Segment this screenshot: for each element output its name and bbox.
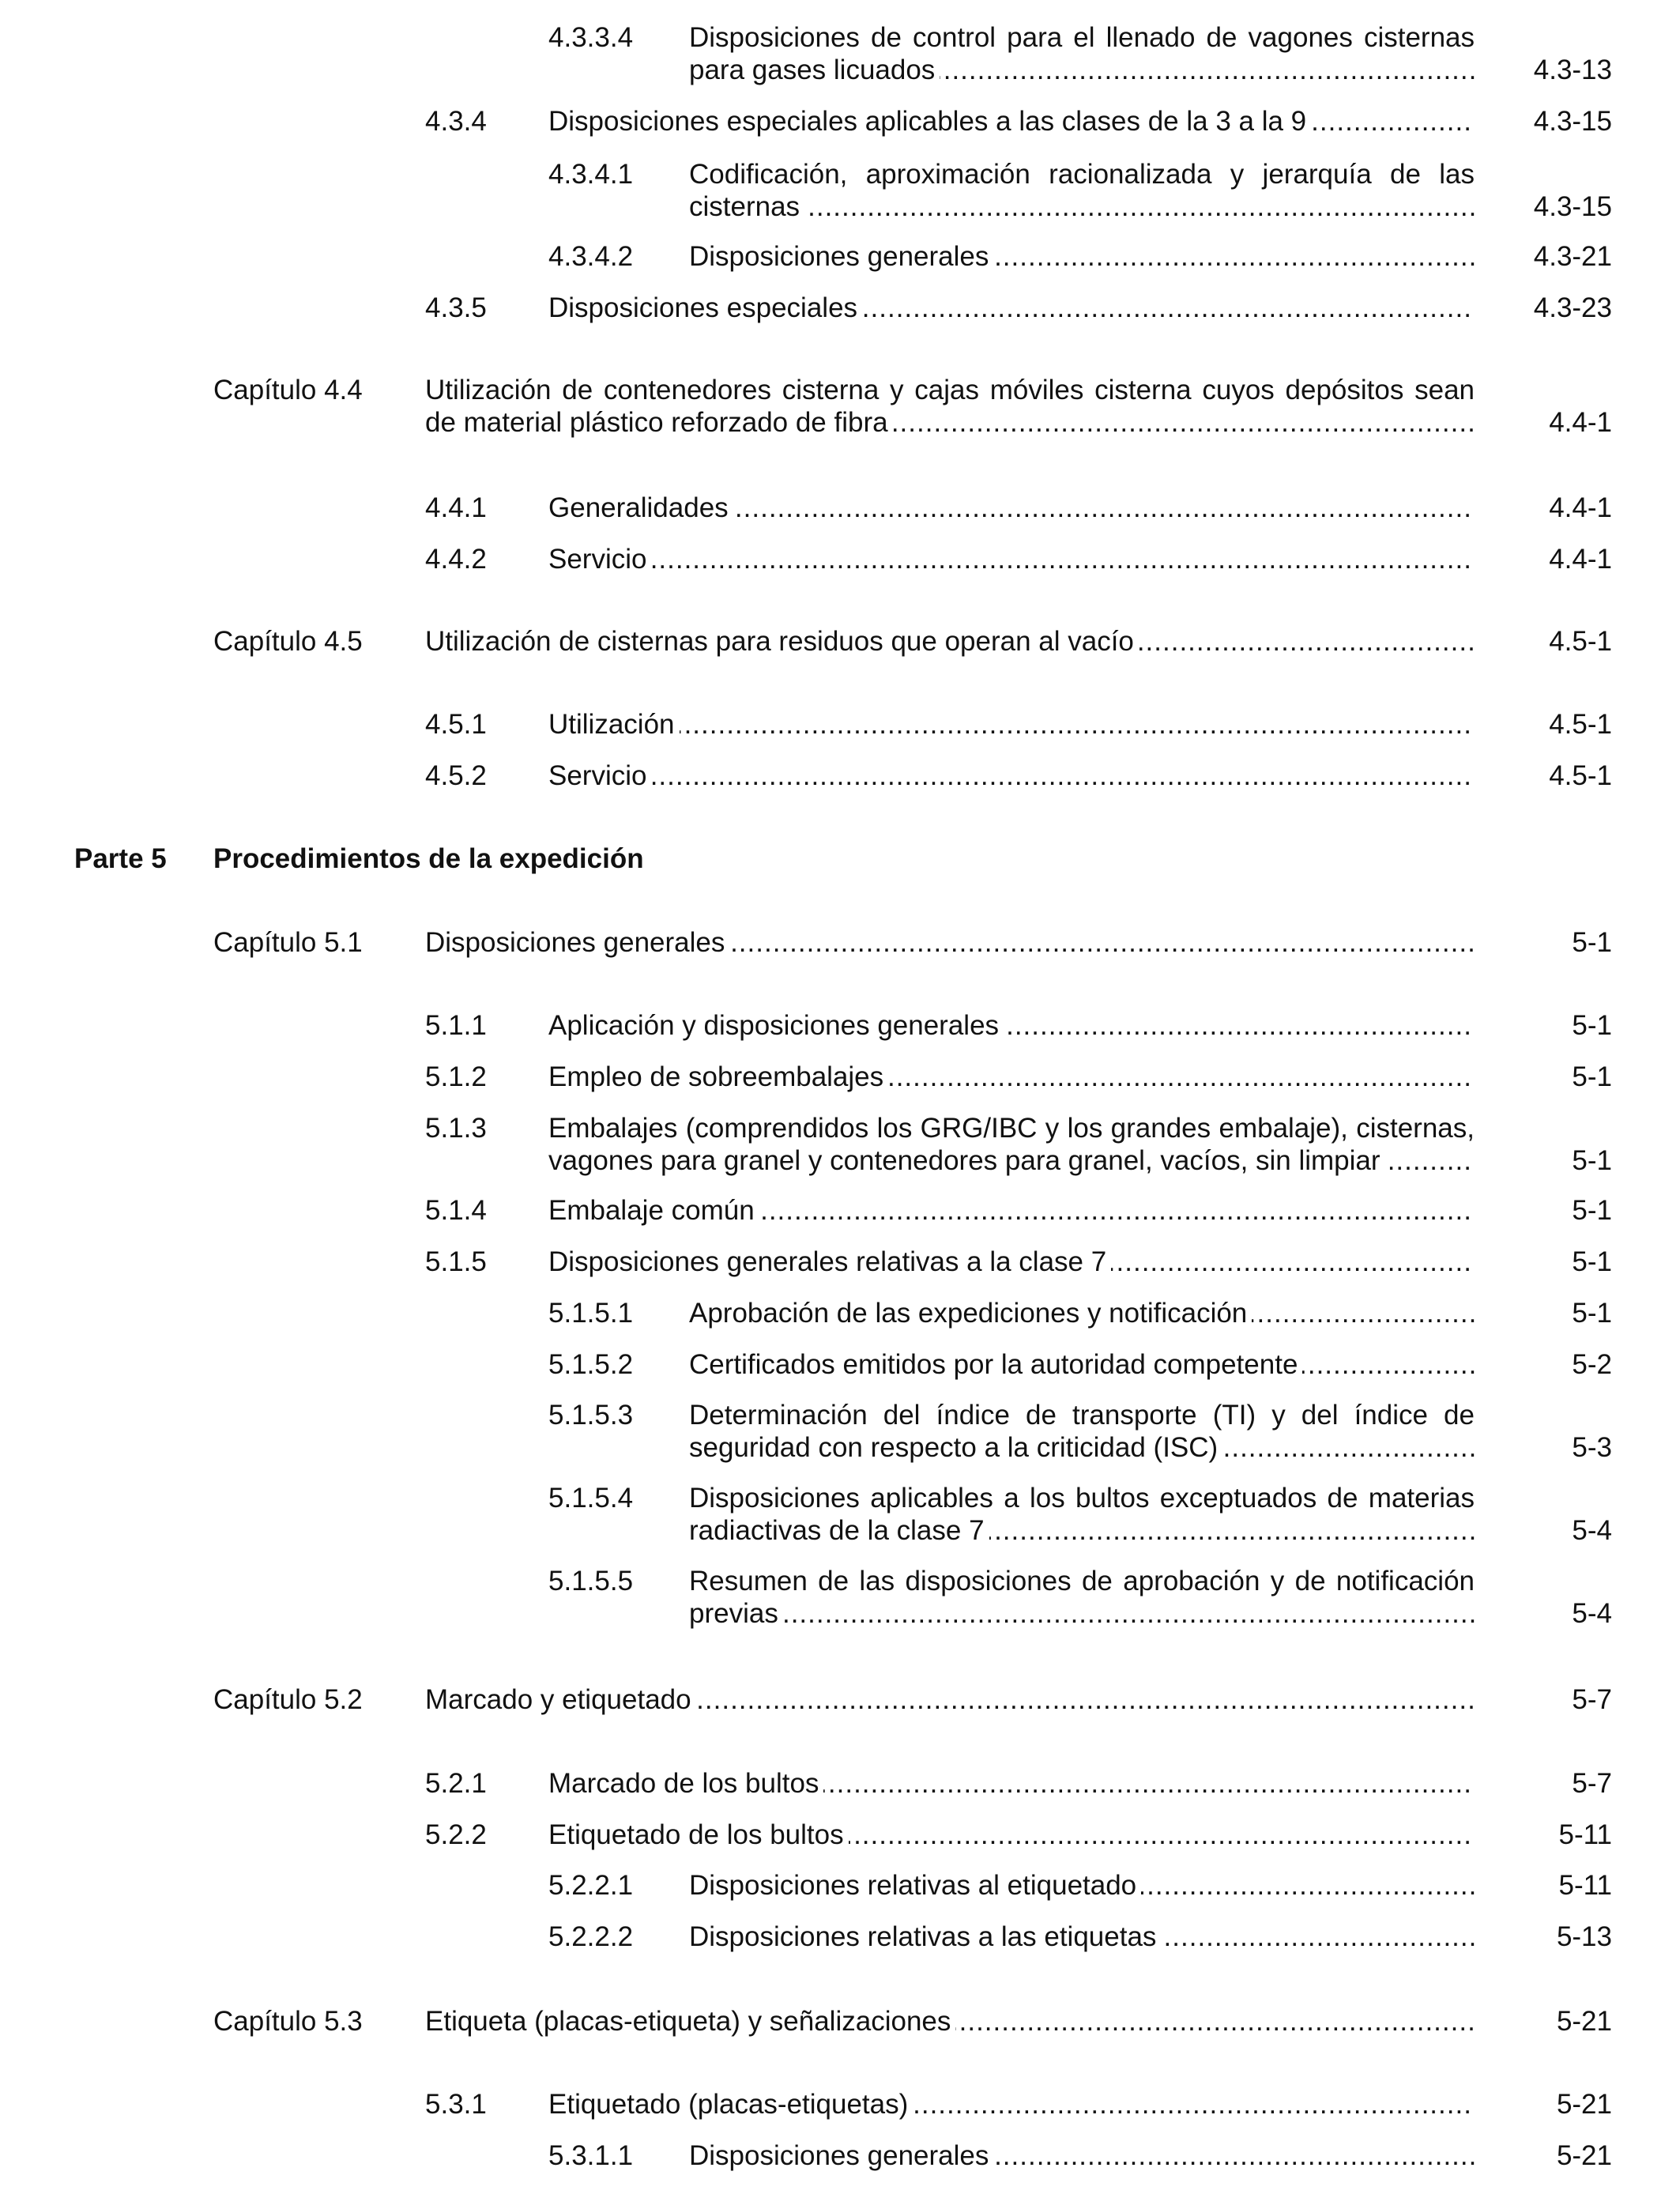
- toc-entry-number: Parte 5: [74, 843, 167, 874]
- toc-entry-number: 5.3.1: [425, 2089, 487, 2120]
- toc-entry-page-number: 5-11: [1558, 1870, 1612, 1901]
- toc-entry-number: 4.3.4.1: [548, 159, 634, 190]
- toc-entry-page-number: 4.3-15: [1533, 106, 1612, 137]
- toc-entry-title-text: Aplicación y disposiciones generales: [548, 1010, 1004, 1041]
- toc-entry-number: 5.1.5: [425, 1246, 487, 1277]
- toc-entry-title: [548, 1819, 1475, 1851]
- toc-entry-title-text: Utilización: [548, 709, 680, 740]
- toc-entry-title: [689, 2139, 1475, 2172]
- toc-entry-title-line: [689, 1348, 1475, 1381]
- toc-entry-title: [425, 625, 1475, 658]
- toc-entry-number: 4.5.1: [425, 709, 487, 740]
- toc-entry-title-line: [425, 926, 1475, 959]
- toc-entry-title-line: [548, 1819, 1475, 1851]
- toc-entry-title: [548, 708, 1475, 741]
- toc-entry-page-number: 4.3-21: [1533, 241, 1612, 272]
- toc-entry-title: [689, 1399, 1475, 1464]
- toc-entry-title: [425, 374, 1475, 439]
- toc-entry-title: [425, 1683, 1475, 1716]
- toc-entry-title-text: Servicio: [548, 544, 651, 575]
- toc-entry-title-line: [548, 292, 1475, 324]
- toc-entry-page-number: 4.3-13: [1533, 55, 1612, 85]
- toc-entry-page-number: 5-1: [1572, 1298, 1612, 1329]
- toc-entry-title-line: [548, 543, 1475, 575]
- toc-entry-title-line: Utilización de contenedores cisterna y cajas móviles cisterna cuyos depósitos sean: [425, 375, 1475, 405]
- toc-entry-number: 5.1.4: [425, 1195, 487, 1226]
- toc-entry-title-line: [548, 1194, 1475, 1227]
- toc-entry-title: [548, 1246, 1475, 1278]
- toc-entry-title-text: para gases licuados: [689, 55, 940, 85]
- toc-entry-page-number: 5-3: [1572, 1432, 1612, 1463]
- toc-entry-title-text: Servicio: [548, 760, 651, 791]
- toc-entry-number: 5.2.2: [425, 1819, 487, 1850]
- toc-entry-title: [689, 240, 1475, 273]
- toc-entry-title-line: [689, 1297, 1475, 1329]
- toc-entry-number: 4.3.5: [425, 292, 487, 323]
- toc-entry-number: 5.1.5.2: [548, 1349, 634, 1380]
- toc-entry-title-line: [689, 1514, 1475, 1547]
- toc-entry-title-text: Disposiciones generales relativas a la clase 7: [548, 1246, 1111, 1277]
- toc-entry-title-line: [548, 1767, 1475, 1800]
- toc-entry-page-number: 5-1: [1572, 1061, 1612, 1092]
- toc-entry-title: [689, 1482, 1475, 1547]
- toc-entry-title-line: [548, 492, 1475, 524]
- toc-entry-title: [425, 926, 1475, 959]
- toc-entry-title-line: [689, 1869, 1475, 1902]
- toc-entry-number: 4.4.1: [425, 492, 487, 523]
- toc-entry-number: 4.5.2: [425, 760, 487, 791]
- toc-entry-page-number: 5-11: [1558, 1819, 1612, 1850]
- toc-entry-title-line: [548, 2088, 1475, 2120]
- toc-entry-title: [548, 292, 1475, 324]
- toc-entry-title-text: cisternas: [689, 191, 804, 222]
- toc-entry-number: 5.1.3: [425, 1113, 487, 1144]
- toc-entry-title-line: [548, 1246, 1475, 1278]
- toc-entry-page-number: 5-7: [1572, 1768, 1612, 1799]
- toc-entry-page-number: 4.4-1: [1549, 544, 1612, 575]
- toc-entry-title-line: [689, 1921, 1475, 1953]
- toc-entry-title-text: de material plástico reforzado de fibra: [425, 407, 893, 438]
- toc-entry-title-line: Procedimientos de la expedición: [213, 843, 644, 874]
- toc-entry-title: [689, 1348, 1475, 1381]
- toc-entry-number: 5.2.1: [425, 1768, 487, 1799]
- toc-entry-number: 4.3.4: [425, 106, 487, 137]
- toc-entry-title-line: [548, 1144, 1475, 1177]
- toc-entry-number: 5.1.5.4: [548, 1483, 634, 1514]
- toc-entry-title-text: Embalaje común: [548, 1195, 759, 1226]
- toc-entry-number: 4.3.3.4: [548, 22, 634, 53]
- toc-entry-title-line: Disposiciones aplicables a los bultos exceptuados de materias: [689, 1483, 1475, 1514]
- toc-entry-number: Capítulo 5.3: [213, 2006, 363, 2037]
- toc-entry-page-number: 5-1: [1572, 927, 1612, 958]
- toc-entry-number: 5.2.2.1: [548, 1870, 634, 1901]
- toc-entry-title: [689, 1297, 1475, 1329]
- toc-entry-title: [548, 1194, 1475, 1227]
- toc-entry-title: [548, 543, 1475, 575]
- toc-entry-number: Capítulo 5.1: [213, 927, 363, 958]
- toc-entry-page-number: 4.3-15: [1533, 191, 1612, 222]
- toc-entry-page-number: 4.5-1: [1549, 709, 1612, 740]
- toc-entry-number: Capítulo 5.2: [213, 1684, 363, 1715]
- toc-entry-page-number: 4.3-23: [1533, 292, 1612, 323]
- toc-entry-title-line: [425, 2005, 1475, 2038]
- toc-entry-page-number: 5-1: [1572, 1145, 1612, 1176]
- toc-entry-number: 5.1.2: [425, 1061, 487, 1092]
- toc-entry-title-text: Marcado y etiquetado: [425, 1684, 696, 1715]
- toc-entry-page-number: 5-21: [1556, 2140, 1612, 2171]
- toc-entry-title: [548, 105, 1475, 138]
- toc-entry-title: [689, 1869, 1475, 1902]
- toc-entry-page-number: 5-1: [1572, 1246, 1612, 1277]
- toc-entry-title: [548, 2088, 1475, 2120]
- toc-entry-title: [548, 1767, 1475, 1800]
- toc-entry-page-number: 4.4-1: [1549, 492, 1612, 523]
- toc-entry-title-text: Disposiciones especiales aplicables a las clases de la 3 a la 9: [548, 106, 1311, 137]
- toc-entry-title-text: Certificados emitidos por la autoridad competente: [689, 1349, 1302, 1380]
- toc-entry-title-text: Utilización de cisternas para residuos que operan al vacío: [425, 626, 1139, 657]
- toc-entry-number: 4.4.2: [425, 544, 487, 575]
- toc-entry-title-text: Etiqueta (placas-etiqueta) y señalizaciones: [425, 2006, 955, 2037]
- toc-entry-title: [548, 1061, 1475, 1093]
- toc-entry-number: Capítulo 4.5: [213, 626, 363, 657]
- toc-entry-title-line: Disposiciones de control para el llenado de vagones cisternas: [689, 22, 1475, 53]
- toc-entry-page-number: 5-13: [1556, 1921, 1612, 1952]
- toc-entry-title-text: previas: [689, 1598, 783, 1629]
- toc-entry-title-line: [548, 1061, 1475, 1093]
- toc-entry-title: [548, 1009, 1475, 1042]
- toc-entry-number: Capítulo 4.4: [213, 375, 363, 405]
- toc-entry-title-line: [425, 406, 1475, 439]
- toc-entry-number: 5.1.5.1: [548, 1298, 634, 1329]
- toc-entry-title: [689, 158, 1475, 223]
- toc-entry-title-text: Disposiciones relativas al etiquetado: [689, 1870, 1141, 1901]
- toc-entry-page-number: 5-1: [1572, 1010, 1612, 1041]
- toc-entry-title: [548, 492, 1475, 524]
- toc-entry-title-text: Aprobación de las expediciones y notificación: [689, 1298, 1252, 1329]
- toc-entry-page-number: 5-21: [1556, 2089, 1612, 2120]
- toc-entry-page-number: 4.5-1: [1549, 626, 1612, 657]
- toc-entry-title-text: seguridad con respecto a la criticidad (ISC): [689, 1432, 1222, 1463]
- toc-entry-title-line: [689, 240, 1475, 273]
- toc-entry-number: 4.3.4.2: [548, 241, 634, 272]
- toc-entry-title-text: Disposiciones relativas a las etiquetas: [689, 1921, 1161, 1952]
- toc-entry-title: [689, 1565, 1475, 1630]
- toc-entry-title-line: [689, 1431, 1475, 1464]
- toc-entry-title: [213, 843, 1475, 875]
- toc-entry-title: [689, 21, 1475, 86]
- toc-entry-title-line: Resumen de las disposiciones de aprobación y de notificación: [689, 1566, 1475, 1596]
- toc-entry-page-number: 5-7: [1572, 1684, 1612, 1715]
- toc-entry-title-line: Determinación del índice de transporte (TI) y del índice de: [689, 1400, 1475, 1431]
- toc-entry-page-number: 5-21: [1556, 2006, 1612, 2037]
- toc-entry-title-line: [689, 190, 1475, 223]
- toc-entry-page-number: 4.5-1: [1549, 760, 1612, 791]
- toc-entry-title-text: Disposiciones generales: [689, 241, 993, 272]
- toc-entry-title-text: Disposiciones especiales: [548, 292, 862, 323]
- toc-entry-number: 5.3.1.1: [548, 2140, 634, 2171]
- toc-entry-title-line: [548, 1009, 1475, 1042]
- toc-entry-page-number: 4.4-1: [1549, 407, 1612, 438]
- toc-entry-title: [689, 1921, 1475, 1953]
- toc-entry-title: [548, 1112, 1475, 1177]
- toc-entry-title-text: Disposiciones generales: [689, 2140, 993, 2171]
- toc-entry-number: 5.1.5.5: [548, 1566, 634, 1596]
- toc-entry-title-text: Etiquetado de los bultos: [548, 1819, 849, 1850]
- toc-entry-number: 5.2.2.2: [548, 1921, 634, 1952]
- toc-entry-title-text: Disposiciones generales: [425, 927, 729, 958]
- toc-entry-title-line: Codificación, aproximación racionalizada y jerarquía de las: [689, 159, 1475, 190]
- toc-entry-title-line: Embalajes (comprendidos los GRG/IBC y los grandes embalaje), cisternas,: [548, 1113, 1475, 1144]
- toc-entry-title-text: Etiquetado (placas-etiquetas): [548, 2089, 913, 2120]
- toc-entry-page-number: 5-2: [1572, 1349, 1612, 1380]
- toc-entry-number: 5.1.1: [425, 1010, 487, 1041]
- toc-entry-title: [548, 760, 1475, 792]
- toc-entry-title-text: Generalidades: [548, 492, 733, 523]
- toc-entry-title-line: [548, 760, 1475, 792]
- toc-entry-title-text: Marcado de los bultos: [548, 1768, 823, 1799]
- toc-entry-title-line: [548, 105, 1475, 138]
- toc-entry-title-text: vagones para granel y contenedores para granel, vacíos, sin limpiar: [548, 1145, 1385, 1176]
- toc-entry-title-line: [689, 2139, 1475, 2172]
- toc-entry-title-line: [425, 625, 1475, 658]
- toc-entry-page-number: 5-4: [1572, 1515, 1612, 1546]
- toc-entry-title-text: radiactivas de la clase 7: [689, 1515, 989, 1546]
- toc-entry-title-line: [689, 1597, 1475, 1630]
- toc-entry-title: [425, 2005, 1475, 2038]
- toc-entry-page-number: 5-4: [1572, 1598, 1612, 1629]
- toc-entry-title-line: [689, 54, 1475, 86]
- toc-entry-title-line: [548, 708, 1475, 741]
- toc-entry-number: 5.1.5.3: [548, 1400, 634, 1431]
- toc-entry-title-text: Empleo de sobreembalajes: [548, 1061, 888, 1092]
- toc-entry-title-line: [425, 1683, 1475, 1716]
- toc-entry-page-number: 5-1: [1572, 1195, 1612, 1226]
